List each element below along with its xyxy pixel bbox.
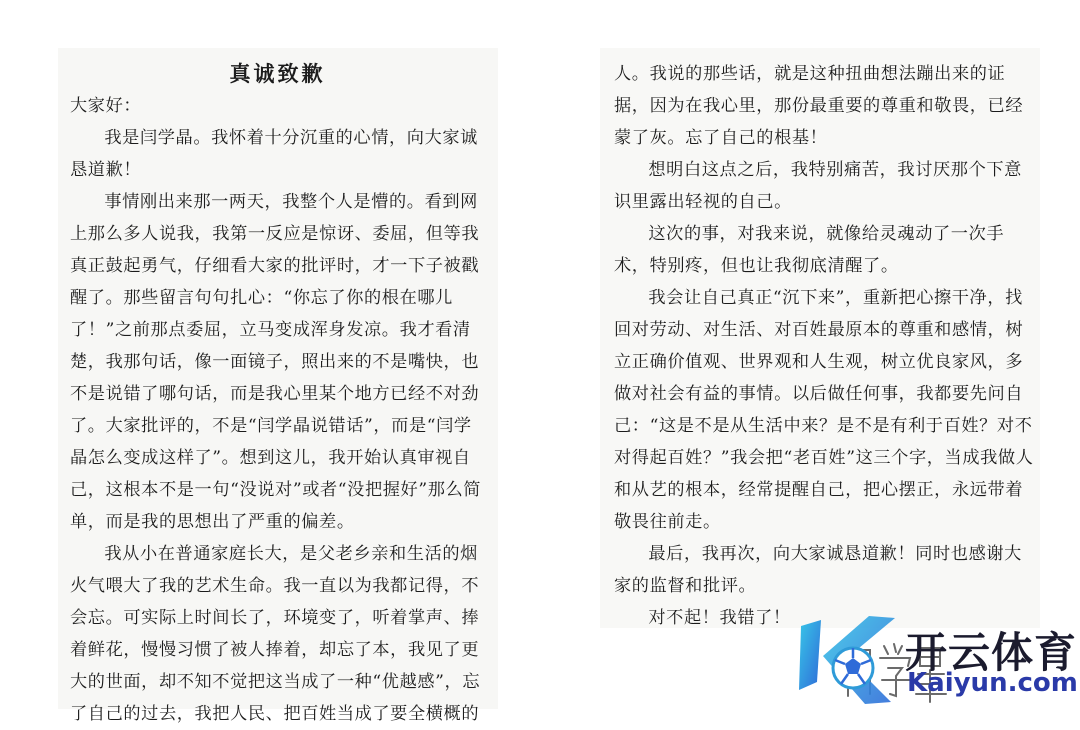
document-title: 真诚致歉 — [229, 61, 326, 86]
brand-url: Kaiyun.com — [907, 668, 1078, 698]
brand-name: 开云体育 — [905, 628, 1078, 677]
right-column — [614, 58, 1034, 634]
paragraph: 最后，我再次，向大家诚恳道歉！同时也感谢大家的监督和批评。 — [614, 544, 1022, 596]
left-column — [70, 90, 485, 730]
paragraph: 事情刚出来那一两天，我整个人是懵的。看到网上那么多人说我，我第一反应是惊讶、委屈，但等我真正鼓起勇气，仔细看大家的批评时，才一下子被戳醒了。那些留言句句扎心：“你忘了你的根在哪儿了！”之前那点委屈，立马变成浑身发凉。我才看清楚，我那句话，像一面镜子，照出来的不是嘴快，也不是说错了哪句话，而是我心里某个地方已经不对劲了。大家批评的，不是“闫学晶说错话”，而是“闫学晶怎么变成这样了”。想到这儿，我开始认真审视自己，这根本不是一句“没说对”或者“没把握好”那么简单，而是我的思想出了严重的偏差。 — [70, 192, 482, 532]
greeting: 大家好： — [70, 96, 142, 116]
brand-watermark — [795, 612, 1080, 709]
paragraph: 我从小在普通家庭长大，是父老乡亲和生活的烟火气喂大了我的艺术生命。我一直以为我都记得，不会忘。可实际上时间长了，环境变了，听着掌声、捧着鲜花，慢慢习惯了被人捧着，却忘了本，我见了更大的世面，却不知不觉把这当成了一种“优越感”，忘了自己的过去，我把人民、把百姓当成了要全横概的 — [70, 544, 481, 724]
paragraph: 我会让自己真正“沉下来”，重新把心擦干净，找回对劳动、对生活、对百姓最原本的尊重和感情，树立正确价值观、世界观和人生观，树立优良家风，多做对社会有益的事情。以后做任何事，我都要先问自己：“这是不是从生活中来？是不是有利于百姓？对不对得起百姓？”我会把“老百姓”这三个字，当成我做人和从艺的根本，经常提醒自己，把心摆正，永远带着敬畏往前走。 — [614, 288, 1034, 532]
closing-line: 对不起！我错了！ — [648, 608, 791, 628]
paragraph: 这次的事，对我来说，就像给灵魂动了一次手术，特别疼，但也让我彻底清醒了。 — [614, 224, 1005, 276]
kaiyun-logo-icon — [795, 612, 905, 709]
paragraph-continued: 人。我说的那些话，就是这种扭曲想法蹦出来的证据，因为在我心里，那份最重要的尊重和敬畏，已经蒙了灰。忘了自己的根基！ — [614, 64, 1024, 148]
paragraph: 我是闫学晶。我怀着十分沉重的心情，向大家诚恳道歉！ — [70, 128, 478, 180]
paragraph: 想明白这点之后，我特别痛苦，我讨厌那个下意识里露出轻视的自己。 — [614, 160, 1022, 212]
